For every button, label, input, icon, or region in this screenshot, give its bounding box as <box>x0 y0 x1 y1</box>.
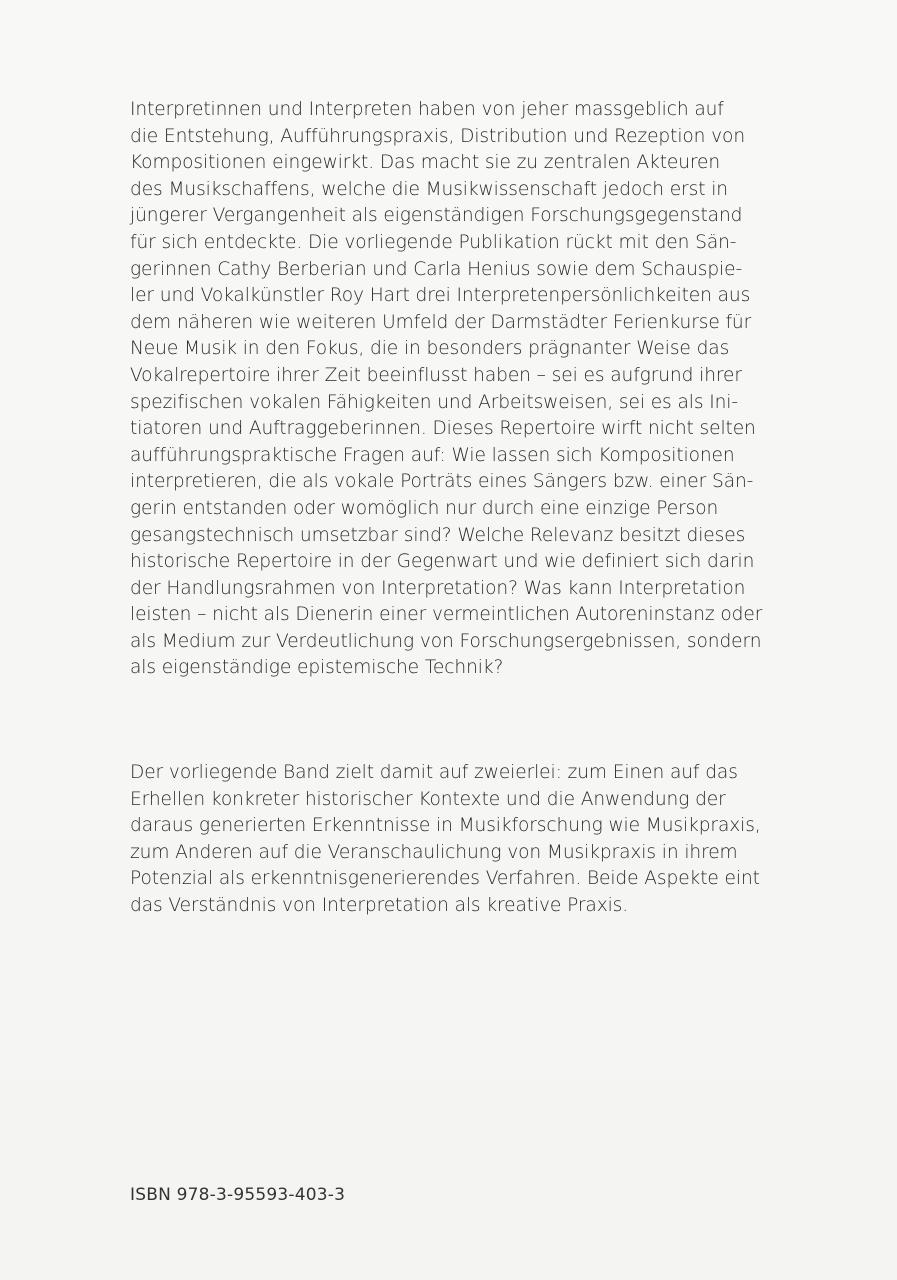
text-line: daraus generierten Erkenntnisse in Musikforschung wie Musikpraxis, <box>130 815 761 837</box>
text-line: der Handlungsrahmen von Interpretation? Was kann Interpretation <box>130 577 746 599</box>
text-line: tiatoren und Auftraggeberinnen. Dieses Repertoire wirft nicht selten <box>130 418 756 440</box>
text-line: Neue Musik in den Fokus, die in besonders prägnanter Weise das <box>130 338 730 360</box>
blurb-paragraph-2 <box>130 760 790 920</box>
text-line: interpretieren, die als vokale Porträts eines Sängers bzw. einer Sän- <box>130 471 754 493</box>
text-line: dem näheren wie weiteren Umfeld der Darmstädter Ferienkurse für <box>130 311 752 333</box>
text-line: gesangstechnisch umsetzbar sind? Welche Relevanz besitzt dieses <box>130 524 746 546</box>
text-line: Interpretinnen und Interpreten haben von jeher massgeblich auf <box>130 99 724 120</box>
text-line: aufführungspraktische Fragen auf: Wie lassen sich Kompositionen <box>130 444 735 466</box>
text-line: gerinnen Cathy Berberian und Carla Henius sowie dem Schauspie- <box>130 258 743 280</box>
text-line: spezifischen vokalen Fähigkeiten und Arbeitsweisen, sei es als Ini- <box>130 391 738 413</box>
text-line: leisten – nicht als Dienerin einer vermeintlichen Autoreninstanz oder <box>130 604 763 626</box>
text-line: Kompositionen eingewirkt. Das macht sie zu zentralen Akteuren <box>130 152 721 174</box>
text-line: gerin entstanden oder womöglich nur durch eine einzige Person <box>130 497 719 519</box>
text-line: Der vorliegende Band zielt damit auf zweierlei: zum Einen auf das <box>130 762 738 783</box>
text-line: als eigenständige epistemische Technik? <box>130 657 504 679</box>
text-line: zum Anderen auf die Veranschaulichung von Musikpraxis in ihrem <box>130 841 738 863</box>
text-line: Vokalrepertoire ihrer Zeit beeinflusst haben – sei es aufgrund ihrer <box>130 364 742 386</box>
text-line: die Entstehung, Aufführungspraxis, Distribution und Rezeption von <box>130 125 746 147</box>
text-line: historische Repertoire in der Gegenwart und wie definiert sich darin <box>130 551 755 573</box>
text-line: für sich entdeckte. Die vorliegende Publikation rückt mit den Sän- <box>130 231 737 253</box>
text-line: als Medium zur Verdeutlichung von Forschungsergebnissen, sondern <box>130 630 762 652</box>
text-line: des Musikschaffens, welche die Musikwissenschaft jedoch erst in <box>130 178 728 200</box>
isbn-number: ISBN 978-3-95593-403-3 <box>130 1185 346 1205</box>
text-line: das Verständnis von Interpretation als kreative Praxis. <box>130 894 629 916</box>
text-line: ler und Vokalkünstler Roy Hart drei Interpretenpersönlichkeiten aus <box>130 285 751 307</box>
text-line: Erhellen konkreter historischer Kontexte und die Anwendung der <box>130 788 726 810</box>
text-line: jüngerer Vergangenheit als eigenständigen Forschungsgegenstand <box>130 205 743 227</box>
text-line: Potenzial als erkenntnisgenerierendes Verfahren. Beide Aspekte eint <box>130 868 760 890</box>
blurb-paragraph-1 <box>130 97 790 682</box>
